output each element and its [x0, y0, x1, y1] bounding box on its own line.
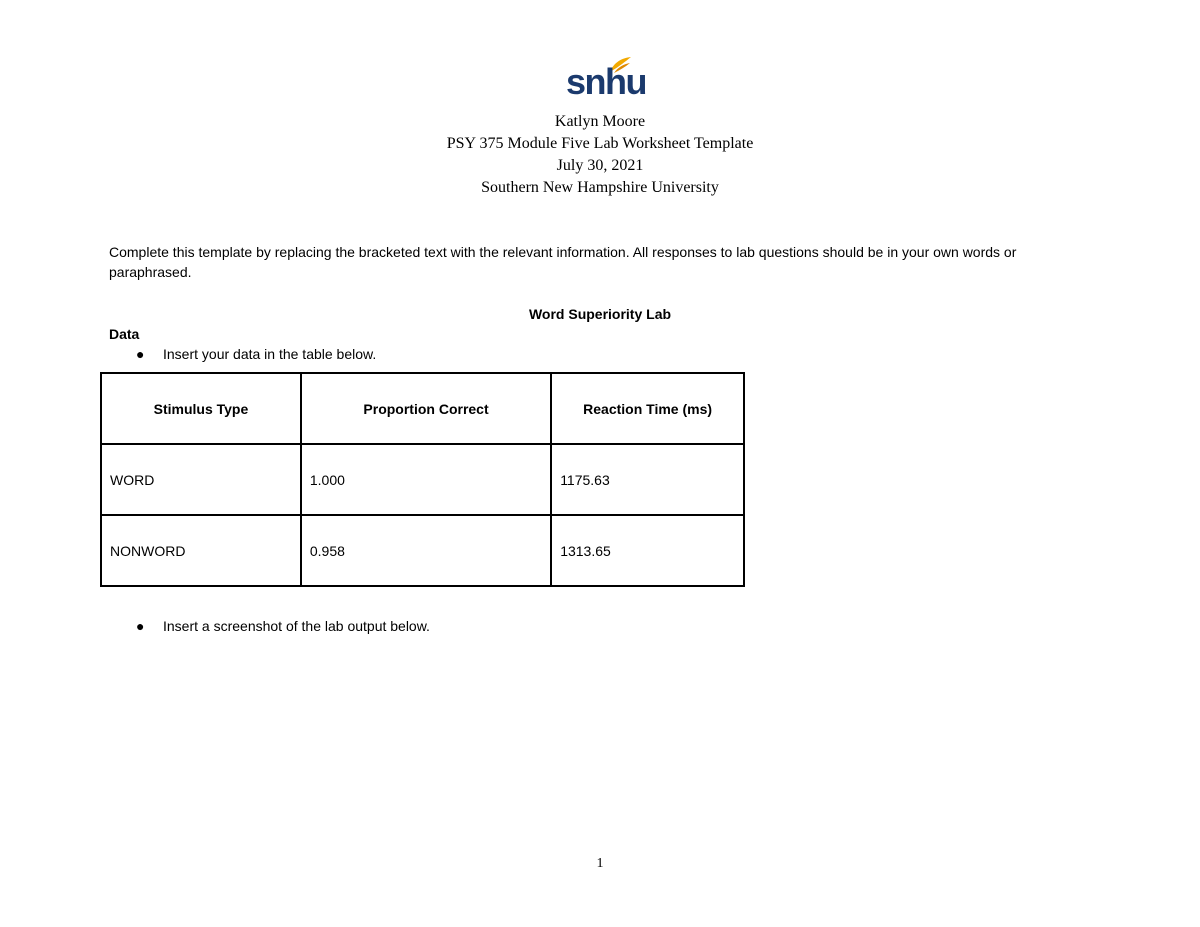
- table-cell: 1.000: [301, 444, 551, 515]
- institution-name: Southern New Hampshire University: [481, 179, 719, 196]
- table-header-cell: Stimulus Type: [101, 373, 301, 444]
- table-row: [101, 515, 744, 586]
- instructions-paragraph: Complete this template by replacing the bracketed text with the relevant information. All responses to lab questions should be in your own words or paraphrased.: [109, 244, 1017, 280]
- table-row: [101, 444, 744, 515]
- snhu-logo: [562, 56, 646, 106]
- table-cell: 0.958: [301, 515, 551, 586]
- table-cell: 1313.65: [551, 515, 744, 586]
- table-header-cell: Reaction Time (ms): [551, 373, 744, 444]
- logo-wordmark: snhu: [566, 61, 646, 102]
- bullet-text: Insert a screenshot of the lab output below.: [163, 618, 430, 634]
- table-cell: 1175.63: [551, 444, 744, 515]
- table-cell: WORD: [101, 444, 301, 515]
- title-block: [0, 111, 1200, 199]
- bullet-icon: ●: [136, 346, 145, 362]
- bullet-item-insert-screenshot: [136, 616, 430, 636]
- bullet-item-insert-data: [136, 344, 376, 364]
- table-header-cell: Proportion Correct: [301, 373, 551, 444]
- table-header-row: [101, 373, 744, 444]
- bullet-icon: ●: [136, 618, 145, 634]
- lab-title: Word Superiority Lab: [528, 306, 672, 322]
- document-date: July 30, 2021: [556, 157, 644, 174]
- author-name: Katlyn Moore: [554, 113, 646, 130]
- page-number: 1: [596, 856, 604, 871]
- course-title: PSY 375 Module Five Lab Worksheet Template: [446, 135, 754, 152]
- data-heading: Data: [109, 326, 140, 342]
- table-cell: NONWORD: [101, 515, 301, 586]
- bullet-text: Insert your data in the table below.: [163, 346, 377, 362]
- data-table: [100, 372, 745, 587]
